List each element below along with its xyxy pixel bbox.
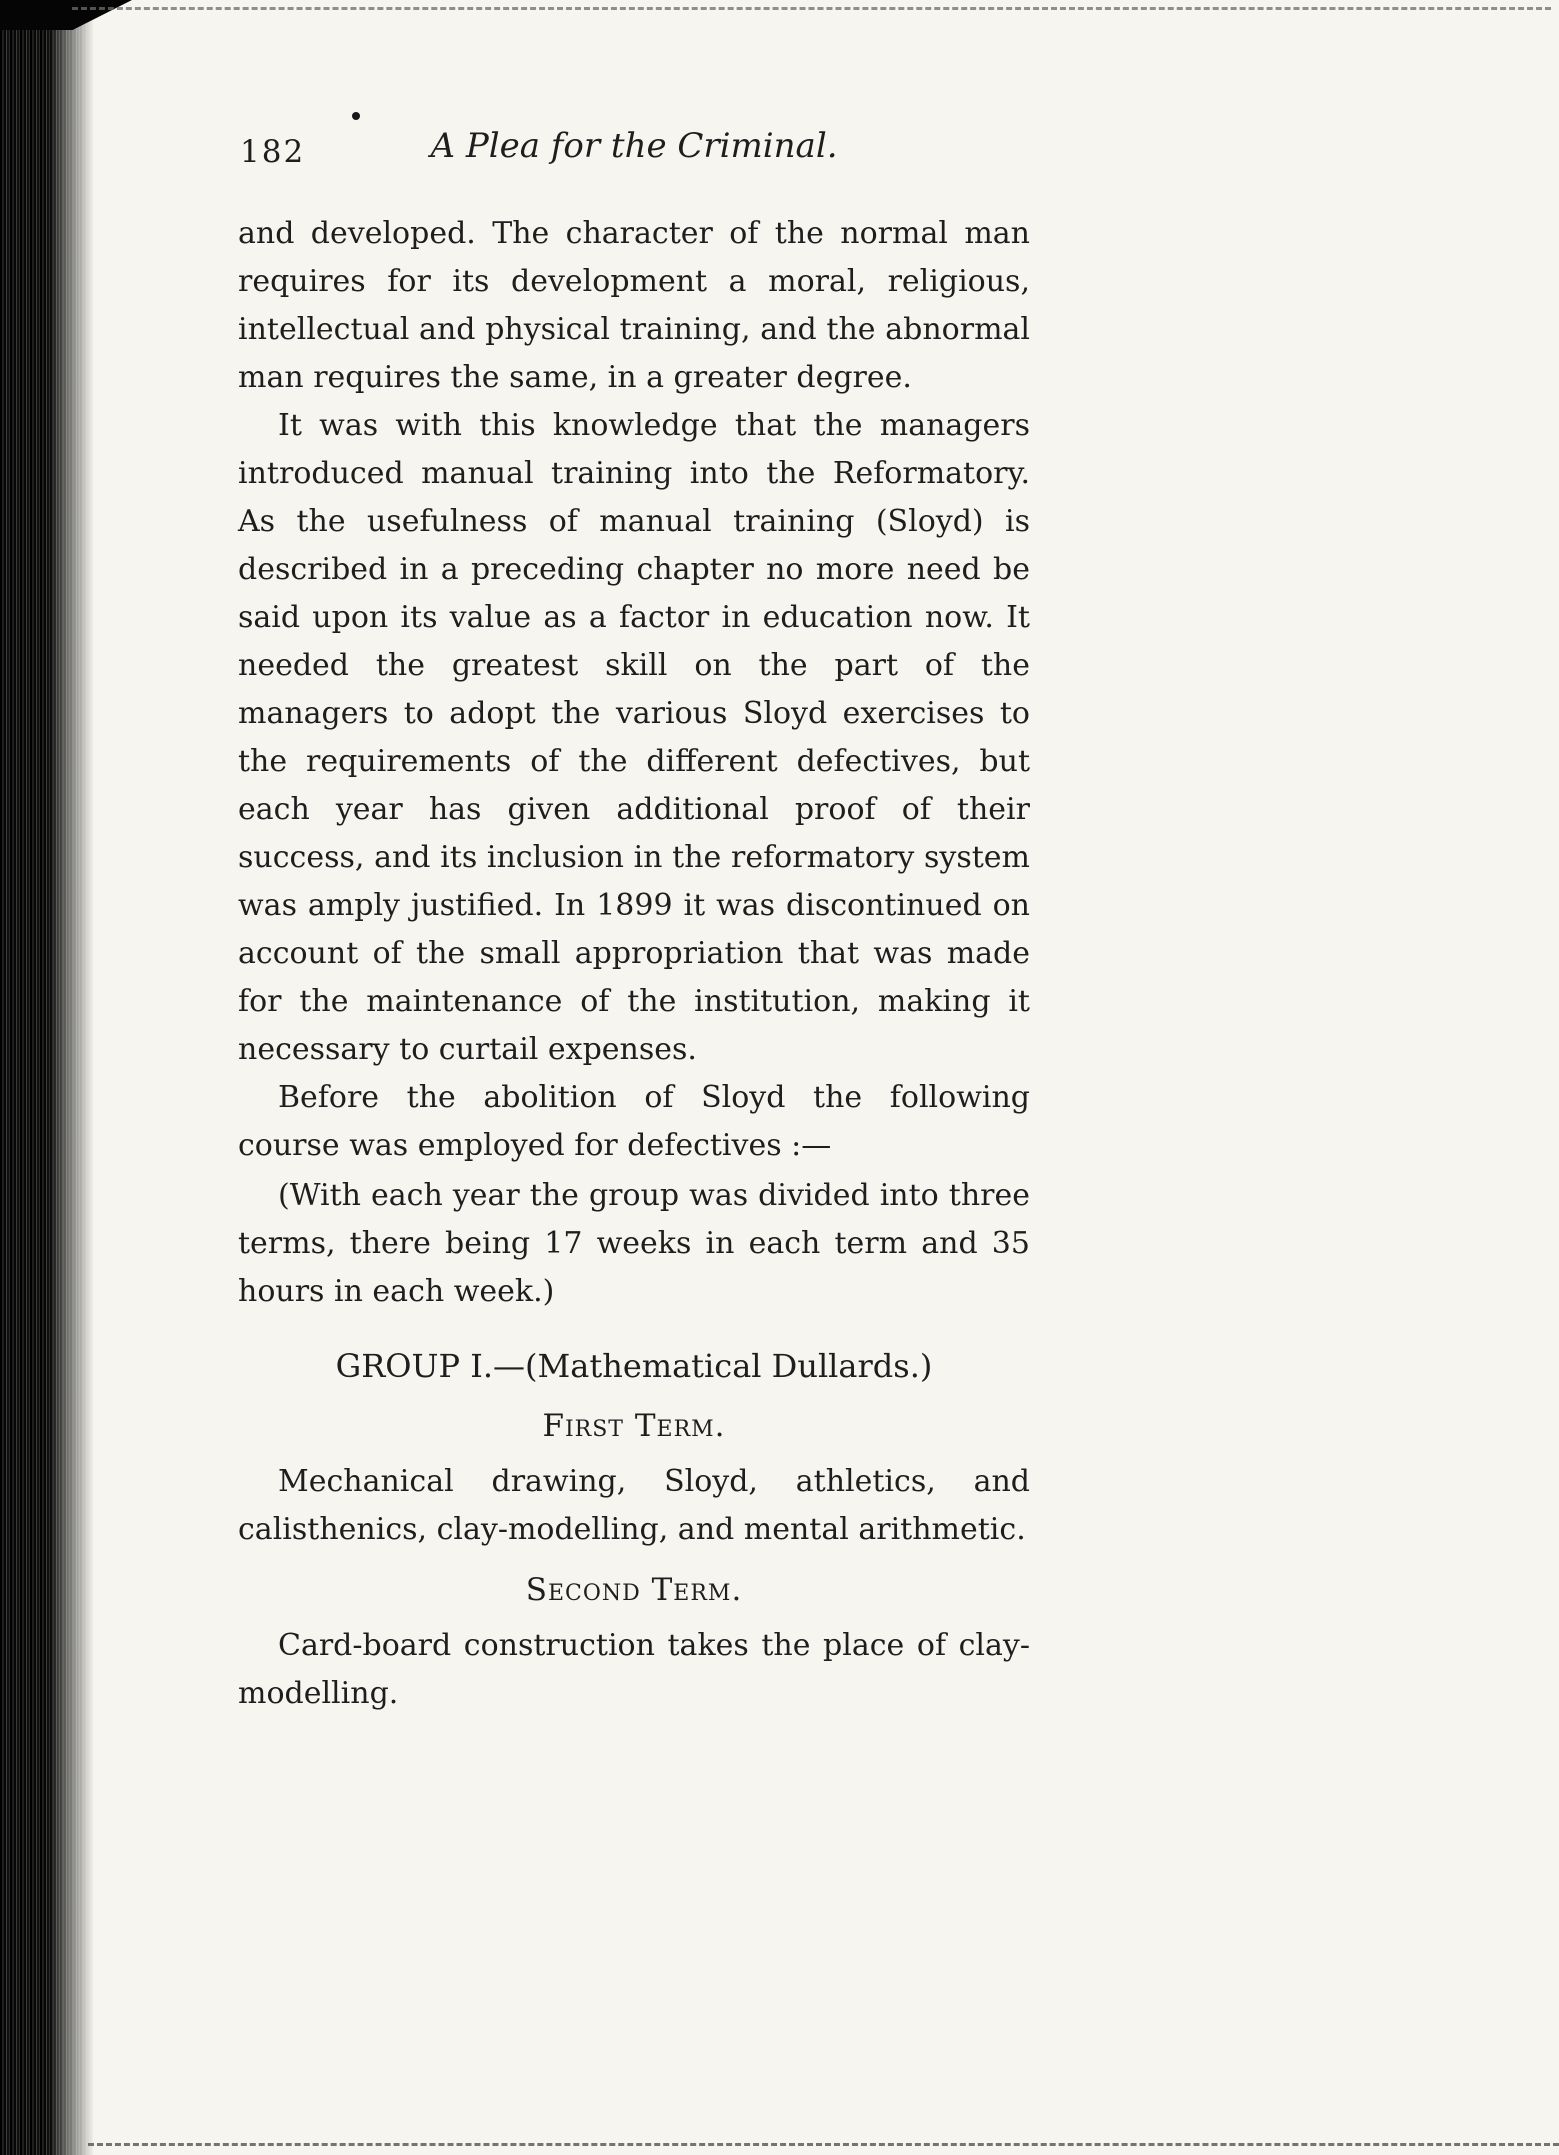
scan-edge-bottom bbox=[88, 2143, 1559, 2146]
page-number: 182 bbox=[240, 134, 306, 170]
second-term-heading: Second Term. bbox=[525, 1572, 743, 1608]
scan-edge-top bbox=[72, 7, 1551, 10]
paragraph-before-abolition: Before the abolition of Sloyd the following course was employed for defectives :— bbox=[238, 1080, 1030, 1163]
first-term-heading: First Term. bbox=[542, 1408, 726, 1444]
binding-corner-shadow bbox=[0, 0, 132, 30]
paragraph-first-term: Mechanical drawing, Sloyd, athletics, and calisthenics, clay-modelling, and mental arithmetic. bbox=[238, 1464, 1030, 1547]
paragraph-terms-note: (With each year the group was divided into three terms, there being 17 weeks in each term and 35 hours in each week.) bbox=[238, 1178, 1030, 1309]
paragraph-continuation: and developed. The character of the normal man requires for its development a moral, religious, intellectual and physical training, and the abnormal man requires the same, in a greater degree. bbox=[238, 216, 1030, 395]
paragraph-second-term: Card-board construction takes the place of clay-modelling. bbox=[238, 1628, 1030, 1711]
page-header bbox=[238, 126, 1030, 188]
page-content bbox=[238, 126, 1030, 1718]
group-heading: GROUP I.—(Mathematical Dullards.) bbox=[335, 1347, 933, 1385]
ink-speck bbox=[352, 112, 360, 120]
running-title: A Plea for the Criminal. bbox=[430, 126, 838, 166]
book-binding-shadow bbox=[0, 0, 94, 2155]
paragraph-manual-training: It was with this knowledge that the managers introduced manual training into the Reformatory. As the usefulness of manual training (Sloyd) is described in a preceding chapter no more need be said upon its value as a factor in education now. It needed the greatest skill on the part of the managers to adopt the various Sloyd exercises to the requirements of the different defectives, but each year has given additional proof of their success, and its inclusion in the reformatory system was amply justified. In 1899 it was discontinued on account of the small appropriation that was made for the maintenance of the institution, making it necessary to curtail expenses. bbox=[238, 408, 1030, 1067]
